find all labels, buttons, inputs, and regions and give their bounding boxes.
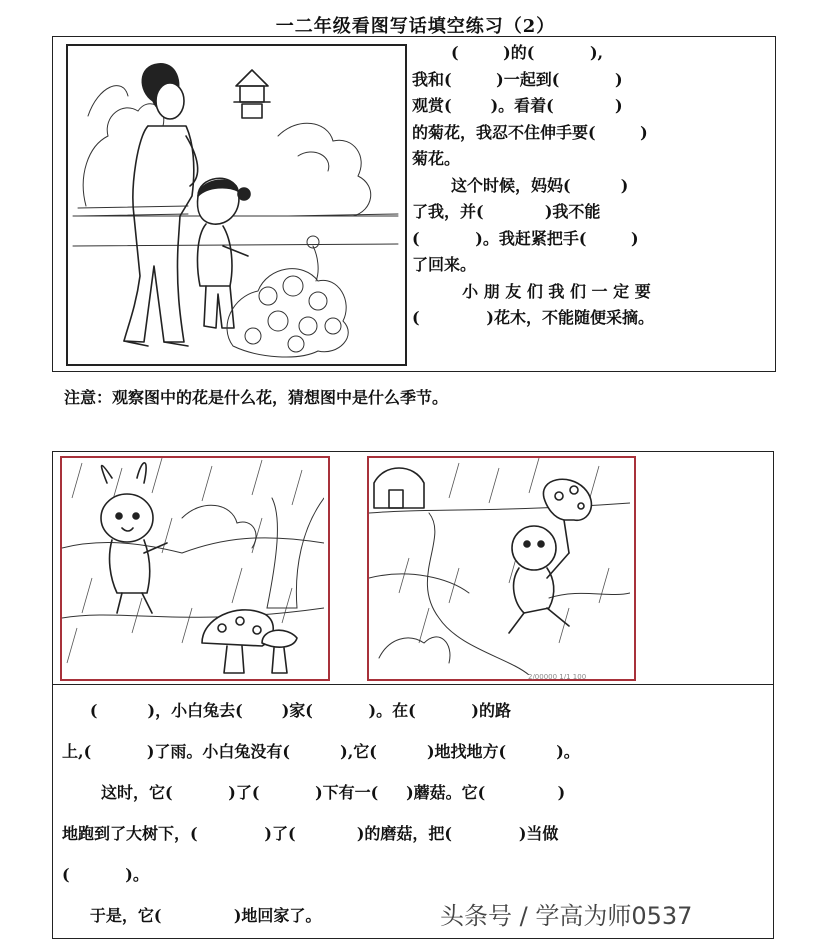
story-1-line: ( )。我赶紧把手( ) — [412, 228, 639, 248]
rabbit-in-rain-illustration — [60, 456, 330, 681]
story-2-line: ( )。 — [62, 865, 149, 884]
rabbit-with-mushroom-umbrella-illustration — [367, 456, 636, 681]
story-1-line: 观赏( )。看着( ) — [412, 96, 623, 115]
section-divider — [52, 684, 774, 685]
worksheet-title: 一二年级看图写话填空练习（2） — [275, 16, 556, 37]
story-2-line: 地跑到了大树下，( )了( )的磨菇，把( )当做 — [62, 824, 559, 843]
story-2-line: ( )，小白兔去( )家( )。在( )的路 — [62, 701, 511, 720]
story-1-text — [412, 40, 768, 332]
story-2-line: 上,( )了雨。小白兔没有( ),它( )地找地方( )。 — [62, 742, 580, 761]
mother-daughter-chrysanthemum-illustration — [66, 44, 407, 366]
observation-note: 注意：观察图中的花是什么花，猜想图中是什么季节。 — [64, 388, 449, 407]
story-1-line: ( )花木，不能随便采摘。 — [412, 308, 654, 327]
story-1-line: ( )的( ), — [412, 43, 604, 62]
image-caption: 2/00000 1/1 100 — [528, 673, 587, 681]
story-1-line: 了我，并( )我不能 — [412, 202, 601, 221]
story-1-line: 菊花。 — [412, 149, 461, 168]
story-1-line: 小 朋 友 们 我 们 一 定 要 — [412, 281, 651, 301]
story-1-line: 这个时候，妈妈( ) — [412, 175, 629, 195]
story-2-line: 于是，它( )地回家了。 — [62, 906, 322, 925]
watermark-text: 头条号 / 学高为师0537 — [440, 902, 693, 930]
story-1-line: 了回来。 — [412, 255, 477, 274]
story-1-line: 的菊花，我忍不住伸手要( ) — [412, 122, 648, 142]
story-1-line: 我和( )一起到( ) — [412, 69, 623, 89]
story-2-line: 这时，它( )了( )下有一( )蘑菇。它( ) — [62, 783, 566, 802]
